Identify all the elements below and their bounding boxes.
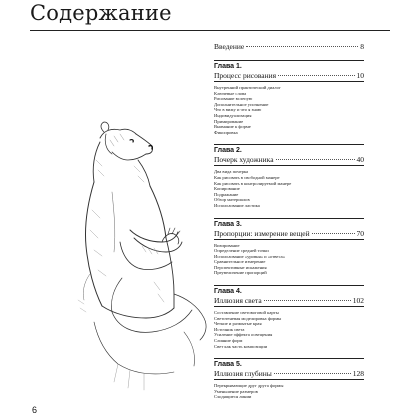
chapter-number: Глава 3. [214, 220, 242, 228]
leader-dots [278, 75, 354, 76]
chapter-page: 102 [352, 296, 364, 306]
section-item: Примирование [214, 118, 244, 124]
section-item: Преувеличение пропорций [214, 270, 267, 276]
section-item: Перспективные искажения [214, 264, 267, 270]
chapter-entry[interactable] [214, 296, 364, 305]
section-item: Копирование [214, 186, 240, 192]
section-item: Перекрывающие друг друга формы [214, 383, 284, 389]
chapter-entry[interactable] [214, 229, 364, 238]
chapter-divider [214, 239, 364, 240]
section-item: Обзор материалов [214, 197, 250, 203]
chapter-divider [214, 81, 364, 82]
section-item: Слияние форм [214, 338, 243, 344]
leader-dots [246, 46, 358, 47]
section-item: Как рисовать в свободной манере [214, 174, 280, 180]
chapter-entry[interactable] [214, 71, 364, 80]
section-list [214, 85, 364, 135]
page-number: 6 [32, 405, 38, 415]
chapter-divider [214, 165, 364, 166]
section-item: Визирование [214, 242, 240, 248]
chapter-title: Пропорции: измерение вещей [214, 228, 310, 238]
section-list [214, 383, 364, 400]
toc-intro-entry[interactable] [214, 42, 364, 51]
section-item: Что в вижу и что я знаю [214, 107, 262, 113]
chapter-number: Глава 5. [214, 361, 242, 369]
section-item: Светотеневая моделировка формы [214, 315, 282, 321]
section-item: Сходящиеся линии [214, 394, 252, 400]
section-item: Подражание [214, 191, 239, 197]
section-item: Ключевые слова [214, 90, 247, 96]
section-item: Дополнительное упочнение [214, 101, 269, 107]
page-title: Содержание [30, 1, 172, 25]
section-item: Источник света [214, 326, 245, 332]
chapter-title: Почерк художника [214, 155, 274, 165]
chapter-number: Глава 4. [214, 288, 242, 296]
section-item: Использование ластика [214, 202, 260, 208]
leader-dots [264, 300, 351, 301]
toc-chapter-2 [214, 144, 364, 208]
section-item: Свет как часть композиции [214, 343, 268, 349]
chapter-page: 10 [356, 71, 364, 80]
section-list [214, 169, 364, 208]
section-item: Рисование вслепую [214, 96, 253, 102]
section-list [214, 243, 364, 277]
chapter-title: Иллюзия глубины [214, 369, 272, 379]
chapter-title: Иллюзия света [214, 296, 262, 306]
section-item: Определение средней точки [214, 248, 269, 254]
chapter-number: Глава 1. [214, 63, 242, 70]
section-item: Четкие и размытые края [214, 321, 262, 327]
section-item: Индивидуализация [214, 112, 252, 118]
section-item: Использование «уровня» и «отвеса» [214, 253, 286, 259]
table-of-contents [214, 42, 364, 400]
chapter-page: 40 [356, 155, 364, 165]
chapter-title: Процесс рисования [214, 71, 277, 80]
toc-chapter-1 [214, 60, 364, 135]
leader-dots [274, 373, 351, 374]
section-item: Уменьшение размеров [214, 388, 258, 394]
section-item: Фиксировка [214, 129, 238, 135]
section-item: Два вида почерка [214, 169, 249, 175]
leader-dots [312, 233, 355, 234]
chapter-divider [214, 306, 364, 307]
section-item: Усиление эффекта освещения [214, 332, 273, 338]
toc-chapter-3 [214, 218, 364, 277]
toc-intro-title: Введение [214, 42, 245, 51]
section-item: Составление световоговой карты [214, 310, 279, 316]
chapter-divider [214, 379, 364, 380]
toc-intro-page: 8 [360, 42, 364, 51]
section-item: Как рисовать в контролируемой манере [214, 180, 292, 186]
chapter-page: 70 [356, 228, 364, 238]
section-item: Сравнительное измерение [214, 259, 266, 265]
chapter-entry[interactable] [214, 369, 364, 378]
chapter-page: 128 [352, 369, 364, 379]
section-list [214, 310, 364, 349]
toc-chapter-5 [214, 358, 364, 400]
chapter-entry[interactable] [214, 155, 364, 164]
bear-sketch-illustration [34, 42, 214, 414]
section-item: Внимание к форме [214, 124, 251, 130]
toc-chapter-4 [214, 285, 364, 349]
leader-dots [276, 159, 355, 160]
chapter-number: Глава 2. [214, 147, 242, 155]
section-item: Внутренний практический диалог [214, 85, 281, 90]
title-divider [30, 30, 390, 31]
